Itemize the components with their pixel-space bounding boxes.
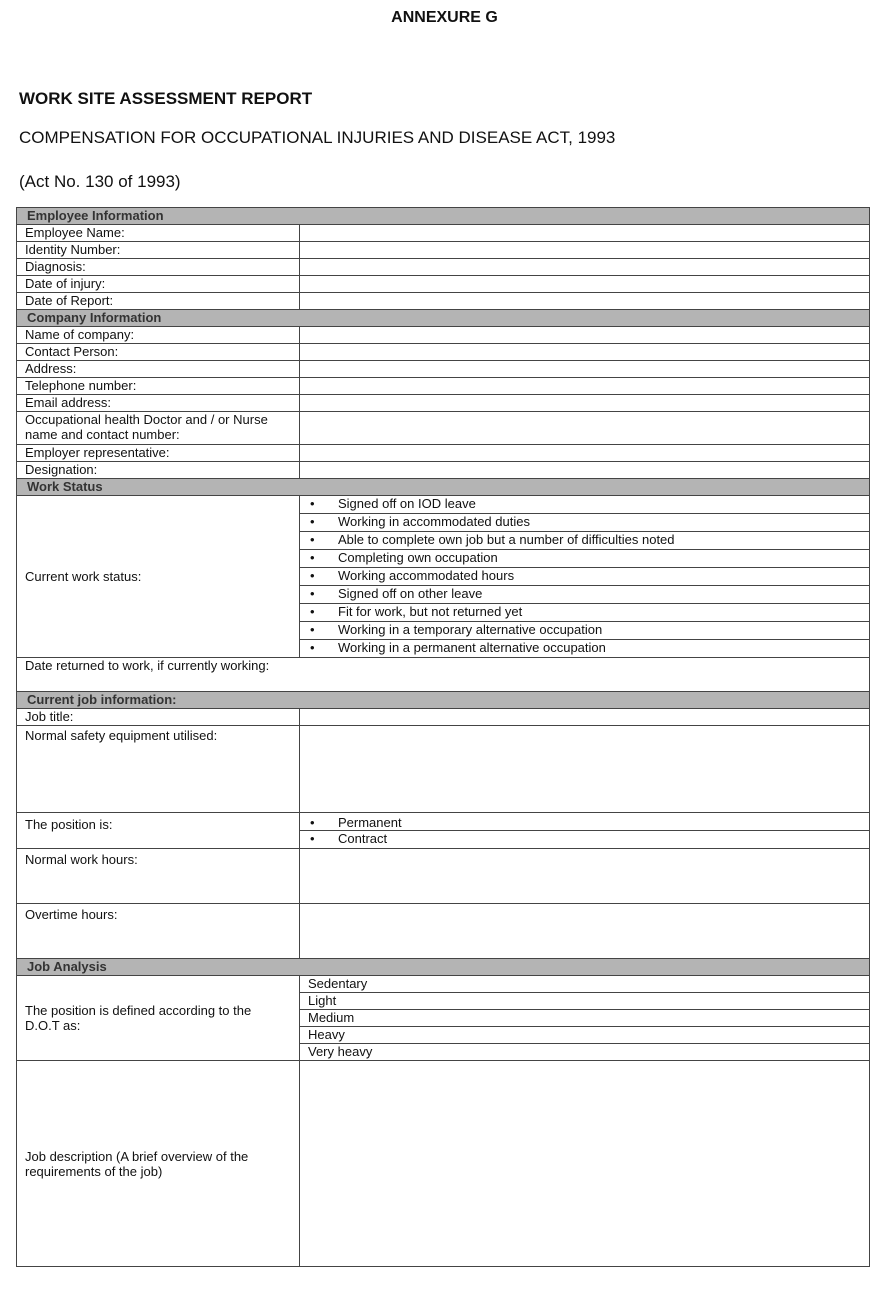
option-label: Fit for work, but not returned yet bbox=[338, 604, 523, 619]
field-telephone[interactable] bbox=[300, 378, 870, 395]
option-label: Able to complete own job but a number of difficulties noted bbox=[338, 532, 675, 547]
section-company-information: Company Information bbox=[17, 310, 870, 327]
field-label-date-of-injury: Date of injury: bbox=[17, 276, 300, 293]
work-status-option[interactable] bbox=[300, 568, 870, 586]
bullet-icon: • bbox=[310, 604, 315, 619]
bullet-icon: • bbox=[310, 532, 315, 547]
option-label: Signed off on other leave bbox=[338, 586, 483, 601]
field-contact-person[interactable] bbox=[300, 344, 870, 361]
option-label: Contract bbox=[338, 831, 388, 846]
field-label-identity-number: Identity Number: bbox=[17, 242, 300, 259]
field-label-job-title: Job title: bbox=[17, 709, 300, 726]
bullet-icon: • bbox=[310, 514, 315, 529]
field-company-name[interactable] bbox=[300, 327, 870, 344]
field-label-telephone: Telephone number: bbox=[17, 378, 300, 395]
section-work-status: Work Status bbox=[17, 479, 870, 496]
field-diagnosis[interactable] bbox=[300, 259, 870, 276]
field-designation[interactable] bbox=[300, 462, 870, 479]
field-label-employee-name: Employee Name: bbox=[17, 225, 300, 242]
date-returned-label: Date returned to work, if currently working: bbox=[25, 658, 270, 673]
option-label: Completing own occupation bbox=[338, 550, 498, 565]
bullet-icon: • bbox=[310, 550, 315, 565]
bullet-icon: • bbox=[310, 496, 315, 511]
option-label: Working in accommodated duties bbox=[338, 514, 530, 529]
field-label-safety-equipment: Normal safety equipment utilised: bbox=[17, 726, 300, 813]
field-label-email: Email address: bbox=[17, 395, 300, 412]
act-title: COMPENSATION FOR OCCUPATIONAL INJURIES AND DISEASE ACT, 1993 bbox=[19, 128, 616, 147]
field-label-address: Address: bbox=[17, 361, 300, 378]
section-employee-information: Employee Information bbox=[17, 208, 870, 225]
position-option-permanent[interactable] bbox=[300, 813, 870, 831]
current-work-status-label: Current work status: bbox=[17, 496, 300, 658]
act-number: (Act No. 130 of 1993) bbox=[19, 172, 181, 191]
option-label: Working in a permanent alternative occupation bbox=[338, 640, 606, 655]
field-safety-equipment[interactable] bbox=[300, 726, 870, 813]
field-label-position: The position is: bbox=[17, 813, 300, 849]
work-status-option[interactable] bbox=[300, 640, 870, 658]
bullet-icon: • bbox=[310, 815, 315, 830]
bullet-icon: • bbox=[310, 568, 315, 583]
dot-option-very-heavy[interactable]: Very heavy bbox=[300, 1044, 870, 1061]
field-identity-number[interactable] bbox=[300, 242, 870, 259]
work-status-option[interactable] bbox=[300, 550, 870, 568]
field-label-work-hours: Normal work hours: bbox=[17, 849, 300, 904]
field-label-contact-person: Contact Person: bbox=[17, 344, 300, 361]
field-label-employer-representative: Employer representative: bbox=[17, 445, 300, 462]
date-returned-field[interactable] bbox=[17, 658, 870, 692]
field-employee-name[interactable] bbox=[300, 225, 870, 242]
bullet-icon: • bbox=[310, 831, 315, 846]
work-status-option[interactable] bbox=[300, 586, 870, 604]
field-email[interactable] bbox=[300, 395, 870, 412]
field-overtime[interactable] bbox=[300, 904, 870, 959]
bullet-icon: • bbox=[310, 586, 315, 601]
bullet-icon: • bbox=[310, 640, 315, 655]
field-job-description[interactable] bbox=[300, 1061, 870, 1267]
field-work-hours[interactable] bbox=[300, 849, 870, 904]
field-label-company-name: Name of company: bbox=[17, 327, 300, 344]
field-employer-representative[interactable] bbox=[300, 445, 870, 462]
option-label: Working in a temporary alternative occupation bbox=[338, 622, 603, 637]
option-label: Working accommodated hours bbox=[338, 568, 515, 583]
field-label-designation: Designation: bbox=[17, 462, 300, 479]
field-date-of-report[interactable] bbox=[300, 293, 870, 310]
position-option-contract[interactable] bbox=[300, 831, 870, 849]
job-description-label: Job description (A brief overview of the requirements of the job) bbox=[17, 1061, 300, 1267]
work-status-option[interactable] bbox=[300, 496, 870, 514]
assessment-form bbox=[16, 207, 870, 1267]
bullet-icon: • bbox=[310, 622, 315, 637]
section-current-job-information: Current job information: bbox=[17, 692, 870, 709]
field-address[interactable] bbox=[300, 361, 870, 378]
work-status-option[interactable] bbox=[300, 604, 870, 622]
field-occupational-health[interactable] bbox=[300, 412, 870, 445]
dot-option-light[interactable]: Light bbox=[300, 993, 870, 1010]
field-label-occupational-health: Occupational health Doctor and / or Nurse name and contact number: bbox=[17, 412, 300, 445]
dot-option-heavy[interactable]: Heavy bbox=[300, 1027, 870, 1044]
work-status-option[interactable] bbox=[300, 622, 870, 640]
field-label-overtime: Overtime hours: bbox=[17, 904, 300, 959]
report-title: WORK SITE ASSESSMENT REPORT bbox=[19, 89, 313, 108]
work-status-option[interactable] bbox=[300, 514, 870, 532]
field-job-title[interactable] bbox=[300, 709, 870, 726]
dot-label: The position is defined according to the D.O.T as: bbox=[17, 976, 300, 1061]
option-label: Permanent bbox=[338, 815, 402, 830]
dot-option-sedentary[interactable]: Sedentary bbox=[300, 976, 870, 993]
field-date-of-injury[interactable] bbox=[300, 276, 870, 293]
section-job-analysis: Job Analysis bbox=[17, 959, 870, 976]
field-label-diagnosis: Diagnosis: bbox=[17, 259, 300, 276]
field-label-date-of-report: Date of Report: bbox=[17, 293, 300, 310]
annexure-label: ANNEXURE G bbox=[391, 9, 498, 26]
dot-option-medium[interactable]: Medium bbox=[300, 1010, 870, 1027]
option-label: Signed off on IOD leave bbox=[338, 496, 476, 511]
work-status-option[interactable] bbox=[300, 532, 870, 550]
